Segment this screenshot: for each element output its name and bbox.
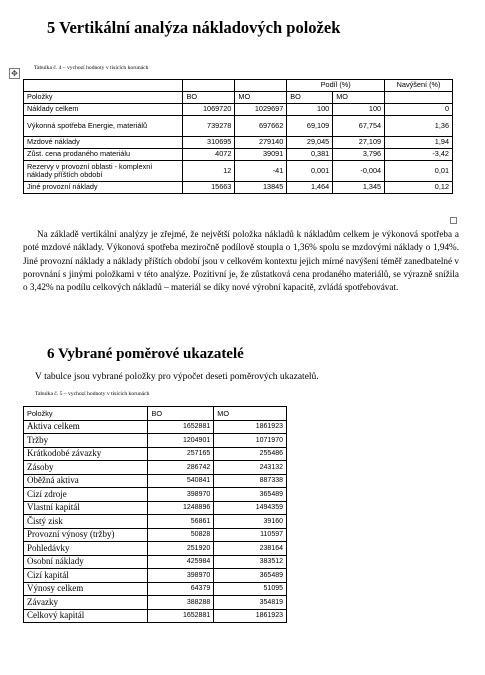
header-cell xyxy=(385,92,453,104)
table-row xyxy=(24,488,287,502)
cell: 0 xyxy=(385,104,453,116)
cell: 251920 xyxy=(148,542,214,556)
section-6-intro: V tabulce jsou vybrané položky pro výpočet deseti poměrových ukazatelů. xyxy=(35,372,319,382)
header-cell: Položky xyxy=(24,92,183,104)
header-podil: Podíl (%) xyxy=(287,80,385,92)
cell: 398970 xyxy=(148,488,214,502)
cell: 4072 xyxy=(183,149,235,161)
cell: 3,796 xyxy=(333,149,385,161)
cell: 29,045 xyxy=(287,137,333,149)
table-row xyxy=(24,420,287,434)
row-label: Vlastní kapitál xyxy=(24,501,148,515)
cell: 13845 xyxy=(235,182,287,194)
cell: 50828 xyxy=(148,528,214,542)
cell: -0,004 xyxy=(333,161,385,182)
row-label: Rezervy v provozní oblasti - komplexní náklady příštích období xyxy=(24,161,183,182)
cell: 425984 xyxy=(148,555,214,569)
header-cell xyxy=(24,80,183,92)
cell: 365489 xyxy=(214,569,287,583)
table-row xyxy=(24,555,287,569)
cell: 286742 xyxy=(148,461,214,475)
row-label: Provozní výnosy (tržby) xyxy=(24,528,148,542)
cell: 56861 xyxy=(148,515,214,529)
cell: 1,345 xyxy=(333,182,385,194)
table-header-row xyxy=(24,80,453,92)
cell: 0,12 xyxy=(385,182,453,194)
row-label: Oběžná aktiva xyxy=(24,474,148,488)
resize-handle-icon[interactable] xyxy=(450,217,457,224)
cell: 0,001 xyxy=(287,161,333,182)
table-row xyxy=(24,161,453,182)
table-row xyxy=(24,447,287,461)
cell: 388288 xyxy=(148,596,214,610)
table-header-row xyxy=(24,92,453,104)
row-label: Zásoby xyxy=(24,461,148,475)
row-label: Zůst. cena prodaného materiálu xyxy=(24,149,183,161)
cell: 887338 xyxy=(214,474,287,488)
row-label: Výnosy celkem xyxy=(24,582,148,596)
cell: 15663 xyxy=(183,182,235,194)
table-row xyxy=(24,149,453,161)
row-label: Závazky xyxy=(24,596,148,610)
row-label: Celkový kapitál xyxy=(24,609,148,623)
header-cell: BO xyxy=(183,92,235,104)
cell: -3,42 xyxy=(385,149,453,161)
cell: 67,754 xyxy=(333,116,385,137)
section-6-heading: 6 Vybrané poměrové ukazatelé xyxy=(47,346,244,362)
cell: 69,109 xyxy=(287,116,333,137)
move-arrows-icon[interactable]: ✥ xyxy=(9,68,20,79)
table-row xyxy=(24,461,287,475)
row-label: Čistý zisk xyxy=(24,515,148,529)
cell: 1,36 xyxy=(385,116,453,137)
row-label: Aktiva celkem xyxy=(24,420,148,434)
cell: 1652881 xyxy=(148,420,214,434)
table-row xyxy=(24,609,287,623)
cell: 383512 xyxy=(214,555,287,569)
table-row xyxy=(24,434,287,448)
table-row xyxy=(24,582,287,596)
cell: 100 xyxy=(287,104,333,116)
cell: -41 xyxy=(235,161,287,182)
header-cell: MO xyxy=(333,92,385,104)
table-row xyxy=(24,116,453,137)
header-cell: MO xyxy=(214,407,287,421)
table-row xyxy=(24,104,453,116)
header-cell: BO xyxy=(287,92,333,104)
table-row xyxy=(24,596,287,610)
cell: 51095 xyxy=(214,582,287,596)
row-label: Náklady celkem xyxy=(24,104,183,116)
cell: 1248896 xyxy=(148,501,214,515)
header-cell: Položky xyxy=(24,407,148,421)
cell: 1,464 xyxy=(287,182,333,194)
table-row xyxy=(24,515,287,529)
table-row xyxy=(24,137,453,149)
table-header-row xyxy=(24,407,287,421)
row-label: Krátkodobé závazky xyxy=(24,447,148,461)
cell: 739278 xyxy=(183,116,235,137)
cell: 1069720 xyxy=(183,104,235,116)
header-cell: MO xyxy=(235,92,287,104)
cell: 1071970 xyxy=(214,434,287,448)
row-label: Výkonná spotřeba Energie, materiálů xyxy=(24,116,183,137)
cell: 697662 xyxy=(235,116,287,137)
row-label: Cizí kapitál xyxy=(24,569,148,583)
header-cell xyxy=(235,80,287,92)
cell: 398970 xyxy=(148,569,214,583)
cell: 257165 xyxy=(148,447,214,461)
cell: 110597 xyxy=(214,528,287,542)
cell: 238164 xyxy=(214,542,287,556)
table-row xyxy=(24,501,287,515)
header-navyseni: Navýšení (%) xyxy=(385,80,453,92)
cell: 1652881 xyxy=(148,609,214,623)
cell: 0,381 xyxy=(287,149,333,161)
table-4-caption: Tabulka č. 4 – vychozí hodnoty v tisících korunách xyxy=(34,65,149,71)
row-label: Osobní náklady xyxy=(24,555,148,569)
table-row xyxy=(24,528,287,542)
header-cell xyxy=(183,80,235,92)
ratio-items-table xyxy=(23,406,287,623)
cell: 100 xyxy=(333,104,385,116)
cell: 1029697 xyxy=(235,104,287,116)
analysis-paragraph: Na základě vertikální analýzy je zřejmé, že největší položka nákladů k nákladům celkem je výkonová spotřeba a poté mzdové náklady. Výkonová spotřeba meziročně podílově stoupla o 1,36% spolu se mzdovými náklady o 1,94%. Jiné provozní náklady a náklady příštích období jsou v celkovém kontextu jejich mírné navýšení téměř zanedbatelné v porovnání s jinými položkami v této analýze. Pozitivní je, že zůstatková cena prodaného materiálů, se výrazně snížila o 3,42% na podílu celkových nákladů – materiál se díky nové výrobní kapacitě, zvládá spotřebovávat. xyxy=(23,229,459,293)
row-label: Mzdové náklady xyxy=(24,137,183,149)
cell: 310695 xyxy=(183,137,235,149)
cell: 354819 xyxy=(214,596,287,610)
cell: 1204901 xyxy=(148,434,214,448)
table-row xyxy=(24,569,287,583)
cell: 365489 xyxy=(214,488,287,502)
table-5-caption: Tabulka č. 5 – vychozí hodnoty v tisících korunách xyxy=(35,391,150,397)
cell: 1,94 xyxy=(385,137,453,149)
cell: 243132 xyxy=(214,461,287,475)
cell: 64379 xyxy=(148,582,214,596)
cell: 0,01 xyxy=(385,161,453,182)
header-cell: BO xyxy=(148,407,214,421)
table-row xyxy=(24,542,287,556)
cell: 39091 xyxy=(235,149,287,161)
cell: 1861923 xyxy=(214,420,287,434)
table-row xyxy=(24,182,453,194)
cell: 39160 xyxy=(214,515,287,529)
cost-analysis-table xyxy=(23,79,453,194)
row-label: Cizí zdroje xyxy=(24,488,148,502)
cell: 12 xyxy=(183,161,235,182)
cell: 1861923 xyxy=(214,609,287,623)
row-label: Tržby xyxy=(24,434,148,448)
cell: 540841 xyxy=(148,474,214,488)
table-row xyxy=(24,474,287,488)
cell: 279140 xyxy=(235,137,287,149)
section-5-heading: 5 Vertikální analýza nákladových položek xyxy=(47,18,341,37)
cell: 1494359 xyxy=(214,501,287,515)
row-label: Jiné provozní náklady xyxy=(24,182,183,194)
cell: 255486 xyxy=(214,447,287,461)
cell: 27,109 xyxy=(333,137,385,149)
row-label: Pohledávky xyxy=(24,542,148,556)
